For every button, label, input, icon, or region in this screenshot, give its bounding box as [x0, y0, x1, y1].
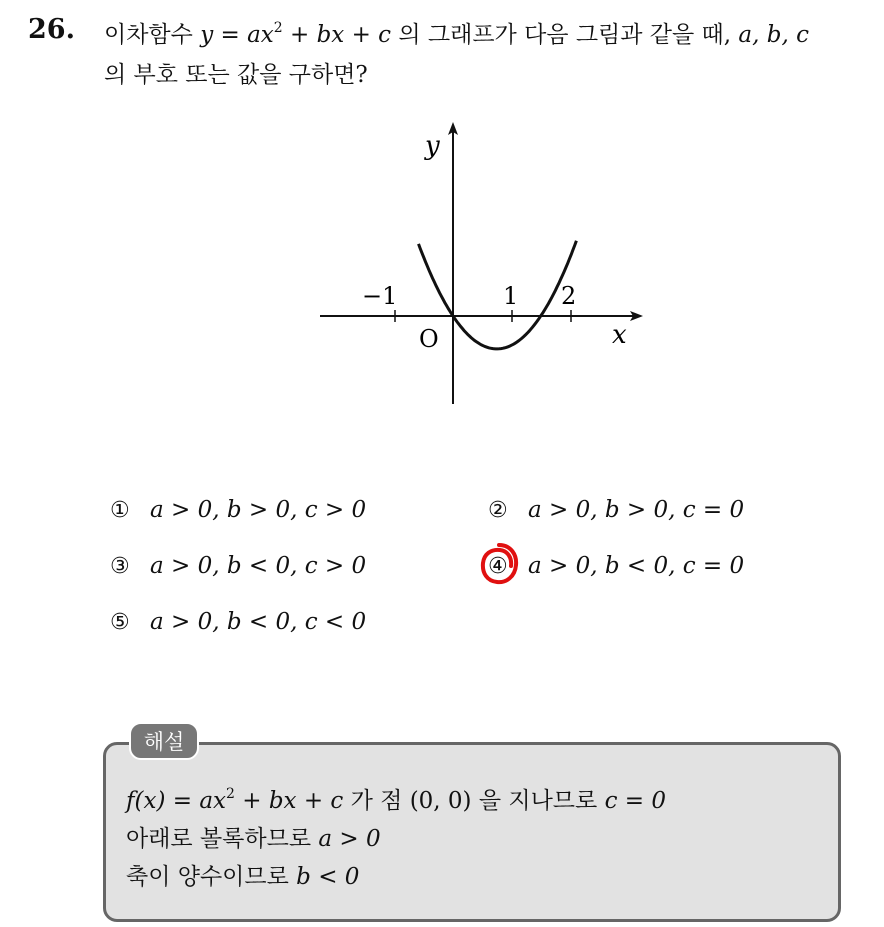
tick-label-2: 2 — [561, 282, 577, 310]
choice-expression: a > 0, b < 0, c < 0 — [150, 609, 367, 635]
solution-text: 축이 양수이므로 — [126, 864, 297, 890]
solution-result-c: c = 0 — [604, 788, 666, 814]
tick-label-1: 1 — [503, 282, 519, 310]
choice-expression: a > 0, b < 0, c > 0 — [150, 553, 367, 579]
choice-5[interactable] — [110, 609, 366, 635]
choice-1[interactable] — [110, 497, 366, 523]
solution-eq-part2: + bx + c — [234, 788, 344, 814]
solution-result-b: b < 0 — [296, 864, 360, 890]
y-axis-label: y — [425, 131, 440, 161]
choice-number: ⑤ — [110, 609, 130, 635]
choice-3[interactable] — [110, 553, 366, 579]
question-text-line1 — [104, 16, 879, 49]
solution-tab: 해설 — [129, 722, 199, 760]
equation-part1: y = ax — [200, 22, 274, 48]
question-prefix: 이차함수 — [104, 22, 201, 48]
parabola-graph — [300, 110, 650, 410]
origin-label: O — [419, 325, 439, 353]
choice-4[interactable] — [488, 553, 744, 579]
equation-part2: + bx + c — [282, 22, 392, 48]
question-number: 26. — [28, 14, 75, 45]
question-middle: 의 그래프가 다음 그림과 같을 때, — [391, 22, 739, 48]
x-axis-label: x — [612, 320, 627, 350]
choice-2[interactable] — [488, 497, 744, 523]
choice-number: ② — [488, 497, 508, 523]
solution-text-b: 을 지나므로 — [471, 788, 605, 814]
choice-number: ① — [110, 497, 130, 523]
choice-expression: a > 0, b > 0, c = 0 — [528, 497, 745, 523]
answer-circle-mark — [478, 541, 520, 587]
solution-line3 — [126, 858, 359, 891]
choice-number: ④ — [488, 553, 508, 579]
question-variables: a, b, c — [738, 22, 809, 48]
solution-point: (0, 0) — [409, 788, 472, 814]
solution-result-a: a > 0 — [318, 826, 381, 852]
choice-expression: a > 0, b < 0, c = 0 — [528, 553, 745, 579]
choice-number: ③ — [110, 553, 130, 579]
solution-text-a: 가 점 — [343, 788, 410, 814]
solution-eq-part1: f(x) = ax — [126, 788, 227, 814]
tick-label-neg1: −1 — [362, 282, 398, 310]
question-text-line2: 의 부호 또는 값을 구하면? — [104, 62, 368, 88]
solution-line1 — [126, 782, 666, 815]
solution-eq-exponent: 2 — [226, 786, 235, 802]
choice-expression: a > 0, b > 0, c > 0 — [150, 497, 367, 523]
solution-text: 아래로 볼록하므로 — [126, 826, 319, 852]
parabola-curve — [419, 241, 577, 349]
solution-line2 — [126, 820, 381, 853]
equation-exponent: 2 — [273, 20, 283, 36]
